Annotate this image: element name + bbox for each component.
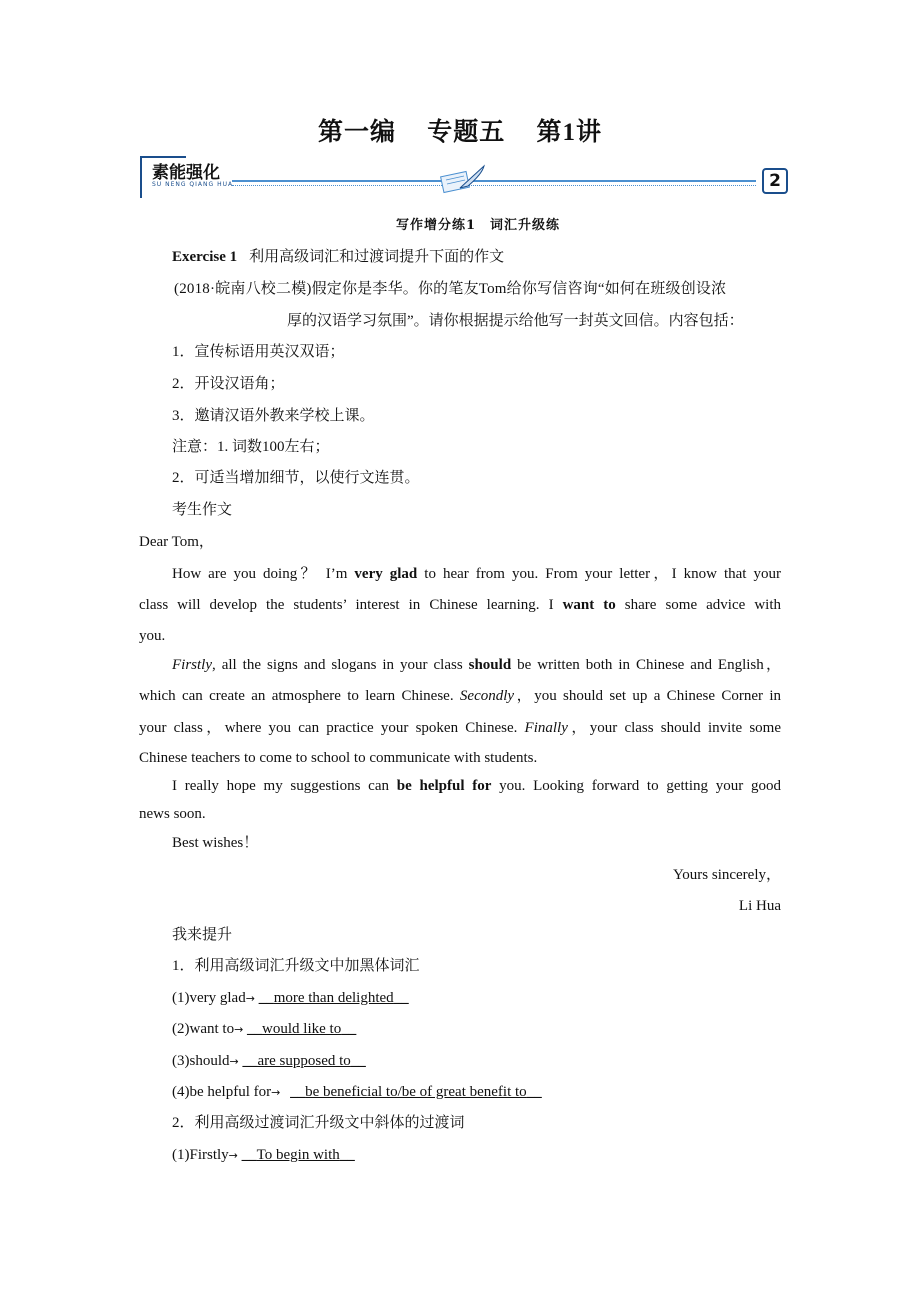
point-2: 2．开设汉语角；: [172, 376, 285, 392]
essay-p3-line2: news soon.: [139, 806, 206, 822]
arrow-icon: →: [234, 1023, 244, 1036]
essay-p2-line1: Firstly, all the signs and slogans in your class should be written both in Chinese and English，: [172, 657, 781, 673]
prompt-line-2: 厚的汉语学习氛围”。请你根据提示给他写一封英文回信。内容包括：: [287, 313, 744, 329]
answer-item: (3)should→ __are supposed to__: [172, 1053, 366, 1069]
part2-title: 2．利用高级过渡词汇升级文中斜体的过渡词: [172, 1115, 465, 1131]
italic-firstly: Firstly: [172, 657, 212, 673]
exercise-title: [172, 247, 504, 267]
point-1: 1．宣传标语用英汉双语；: [172, 344, 345, 360]
answer-item: (1)Firstly→ __To begin with__: [172, 1147, 355, 1163]
essay-signoff: Yours sincerely，: [672, 867, 781, 883]
part1-title: 1．利用高级词汇升级文中加黑体词汇: [172, 958, 420, 974]
essay-p1-line2: class will develop the students’ interest in Chinese learning. I want to share some advice with: [139, 597, 781, 613]
essay-label: 考生作文: [172, 502, 233, 518]
essay-p2-line3: your class，where you can practice your spoken Chinese. Finally，your class should invite some: [139, 720, 781, 736]
answer-item: (2)want to→ __would like to__: [172, 1021, 357, 1037]
essay-p2-line4: Chinese teachers to come to school to communicate with students.: [139, 750, 538, 766]
answer-text: are supposed to: [257, 1053, 351, 1069]
bold-want-to: want to: [562, 597, 616, 613]
essay-p1-line1: How are you doing？ I’m very glad to hear from you. From your letter，I know that your: [172, 566, 781, 582]
title-topic: 专题五: [427, 119, 506, 146]
arrow-icon: →: [228, 1149, 238, 1162]
bold-should: should: [468, 657, 512, 673]
banner-subtitle: SU NENG QIANG HUA: [152, 181, 234, 188]
prompt-line-1: (2018·皖南八校二模)假定你是李华。你的笔友Tom给你写信咨询“如何在班级创设浓: [174, 281, 727, 297]
answer-item: (4)be helpful for→ __be beneficial to/be of great benefit to__: [172, 1084, 542, 1100]
answer-item: (1)very glad→ __more than delighted__: [172, 990, 409, 1006]
point-3: 3．邀请汉语外教来学校上课。: [172, 408, 375, 424]
essay-greeting: Dear Tom，: [139, 534, 214, 550]
answer-text: would like to: [262, 1021, 342, 1037]
banner-rule: [232, 180, 756, 182]
answer-text: be beneficial to/be of great benefit to: [305, 1084, 527, 1100]
section-number-badge: 2: [762, 168, 788, 194]
arrow-icon: →: [229, 1055, 239, 1068]
bold-be-helpful-for: be helpful for: [396, 778, 492, 794]
exercise-instruction: 利用高级词汇和过渡词提升下面的作文: [249, 249, 505, 265]
answer-text: more than delighted: [273, 990, 394, 1006]
banner-rule-dotted: [232, 185, 756, 186]
essay-p3-line1: I really hope my suggestions can be helpful for you. Looking forward to getting your good: [172, 778, 781, 794]
section-heading: 写作增分练1 词汇升级练: [395, 218, 561, 233]
exercise-label: Exercise 1: [172, 249, 238, 265]
italic-finally: Finally: [524, 720, 568, 736]
arrow-icon: →: [245, 992, 255, 1005]
page-title: [0, 112, 920, 148]
title-lecture: 第1讲: [536, 119, 603, 146]
italic-secondly: Secondly: [459, 688, 515, 704]
improve-label: 我来提升: [172, 927, 233, 943]
arrow-icon: →: [271, 1086, 281, 1099]
note-1: 注意：1. 词数100左右；: [172, 439, 330, 455]
title-part: 第一编: [317, 119, 396, 146]
essay-signature: Li Hua: [738, 898, 781, 914]
essay-p2-line2: which can create an atmosphere to learn Chinese. Secondly，you should set up a Chinese Corner in: [139, 688, 781, 704]
section-banner: [140, 156, 790, 200]
answer-text: To begin with: [256, 1147, 340, 1163]
essay-closing: Best wishes！: [172, 835, 259, 851]
note-2: 2．可适当增加细节，以使行文连贯。: [172, 470, 420, 486]
banner-title: 素能强化: [150, 158, 222, 183]
bold-very-glad: very glad: [354, 566, 418, 582]
quill-paper-icon: [438, 164, 488, 194]
essay-p1-line3: you.: [139, 628, 166, 644]
